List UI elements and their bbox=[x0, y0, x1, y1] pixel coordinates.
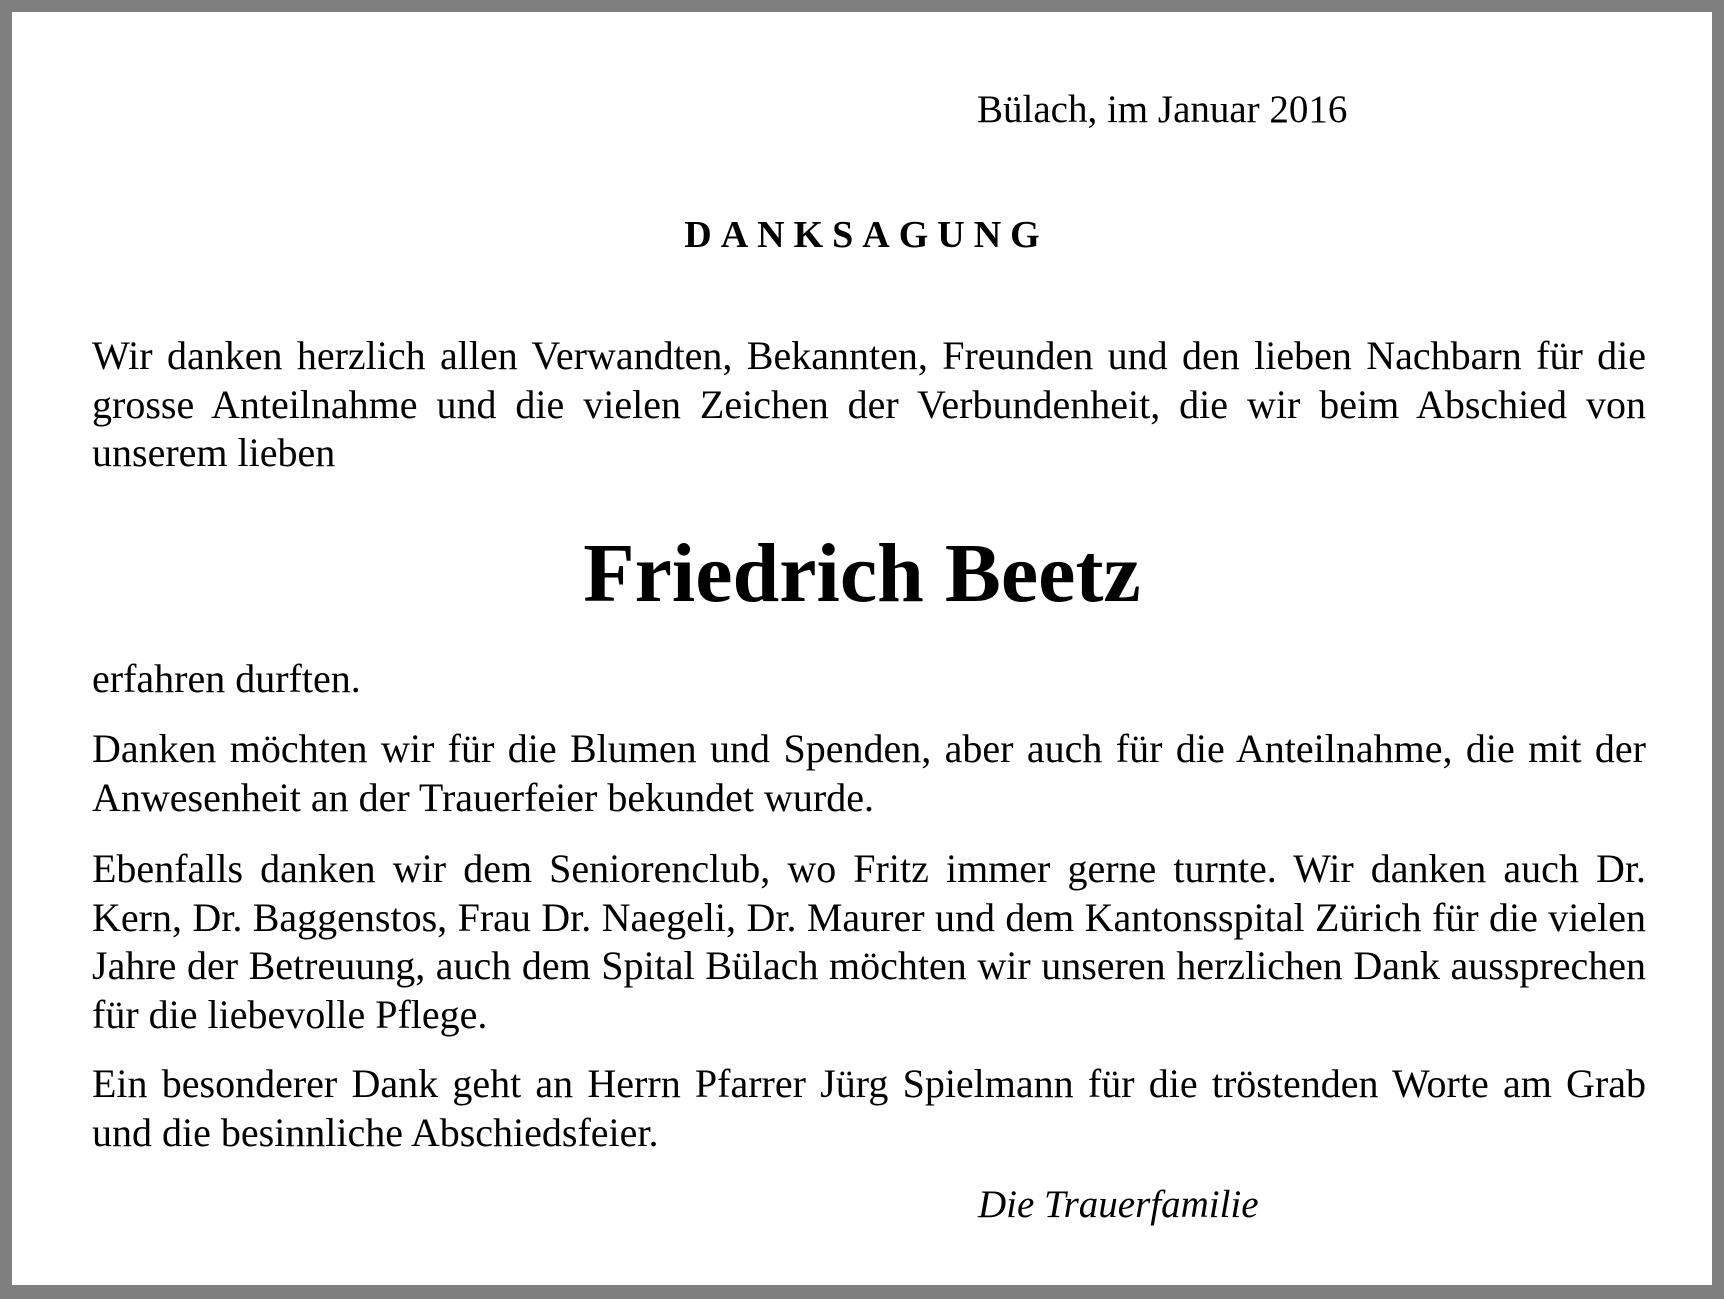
paragraph-flowers: Danken möchten wir für die Blumen und Spenden, aber auch für die Anteilnahme, die mit der Anwesenheit an der Trauerfeier bekundet wurde. bbox=[92, 726, 1646, 820]
signature: Die Trauerfamilie bbox=[978, 1183, 1259, 1226]
document-heading: DANKSAGUNG bbox=[684, 214, 1049, 256]
paragraph-care: Ebenfalls danken wir dem Seniorenclub, wo Fritz immer gerne turnte. Wir danken auch Dr. Kern, Dr. Baggenstos, Frau Dr. Naegeli, Dr. Maurer und dem Kantonsspital Zürich für die vielen Jahre der Betreuung, auch dem Spital Bülach möchten wir unseren herzlichen Dank aussprechen für die liebevolle Pflege. bbox=[92, 846, 1646, 1037]
paragraph-pastor: Ein besonderer Dank geht an Herrn Pfarrer Jürg Spielmann für die tröstenden Worte am Grab und die besinnliche Abschiedsfeier. bbox=[92, 1061, 1646, 1155]
document-page bbox=[12, 12, 1712, 1285]
deceased-name: Friedrich Beetz bbox=[583, 527, 1141, 620]
paragraph-continuation: erfahren durften. bbox=[92, 656, 361, 701]
paragraph-intro: Wir danken herzlich allen Verwandten, Bekannten, Freunden und den lieben Nachbarn für die grosse Anteilnahme und die vielen Zeichen der Verbundenheit, die wir beim Abschied von unserem lieben bbox=[92, 333, 1646, 475]
date-line: Bülach, im Januar 2016 bbox=[977, 88, 1348, 131]
